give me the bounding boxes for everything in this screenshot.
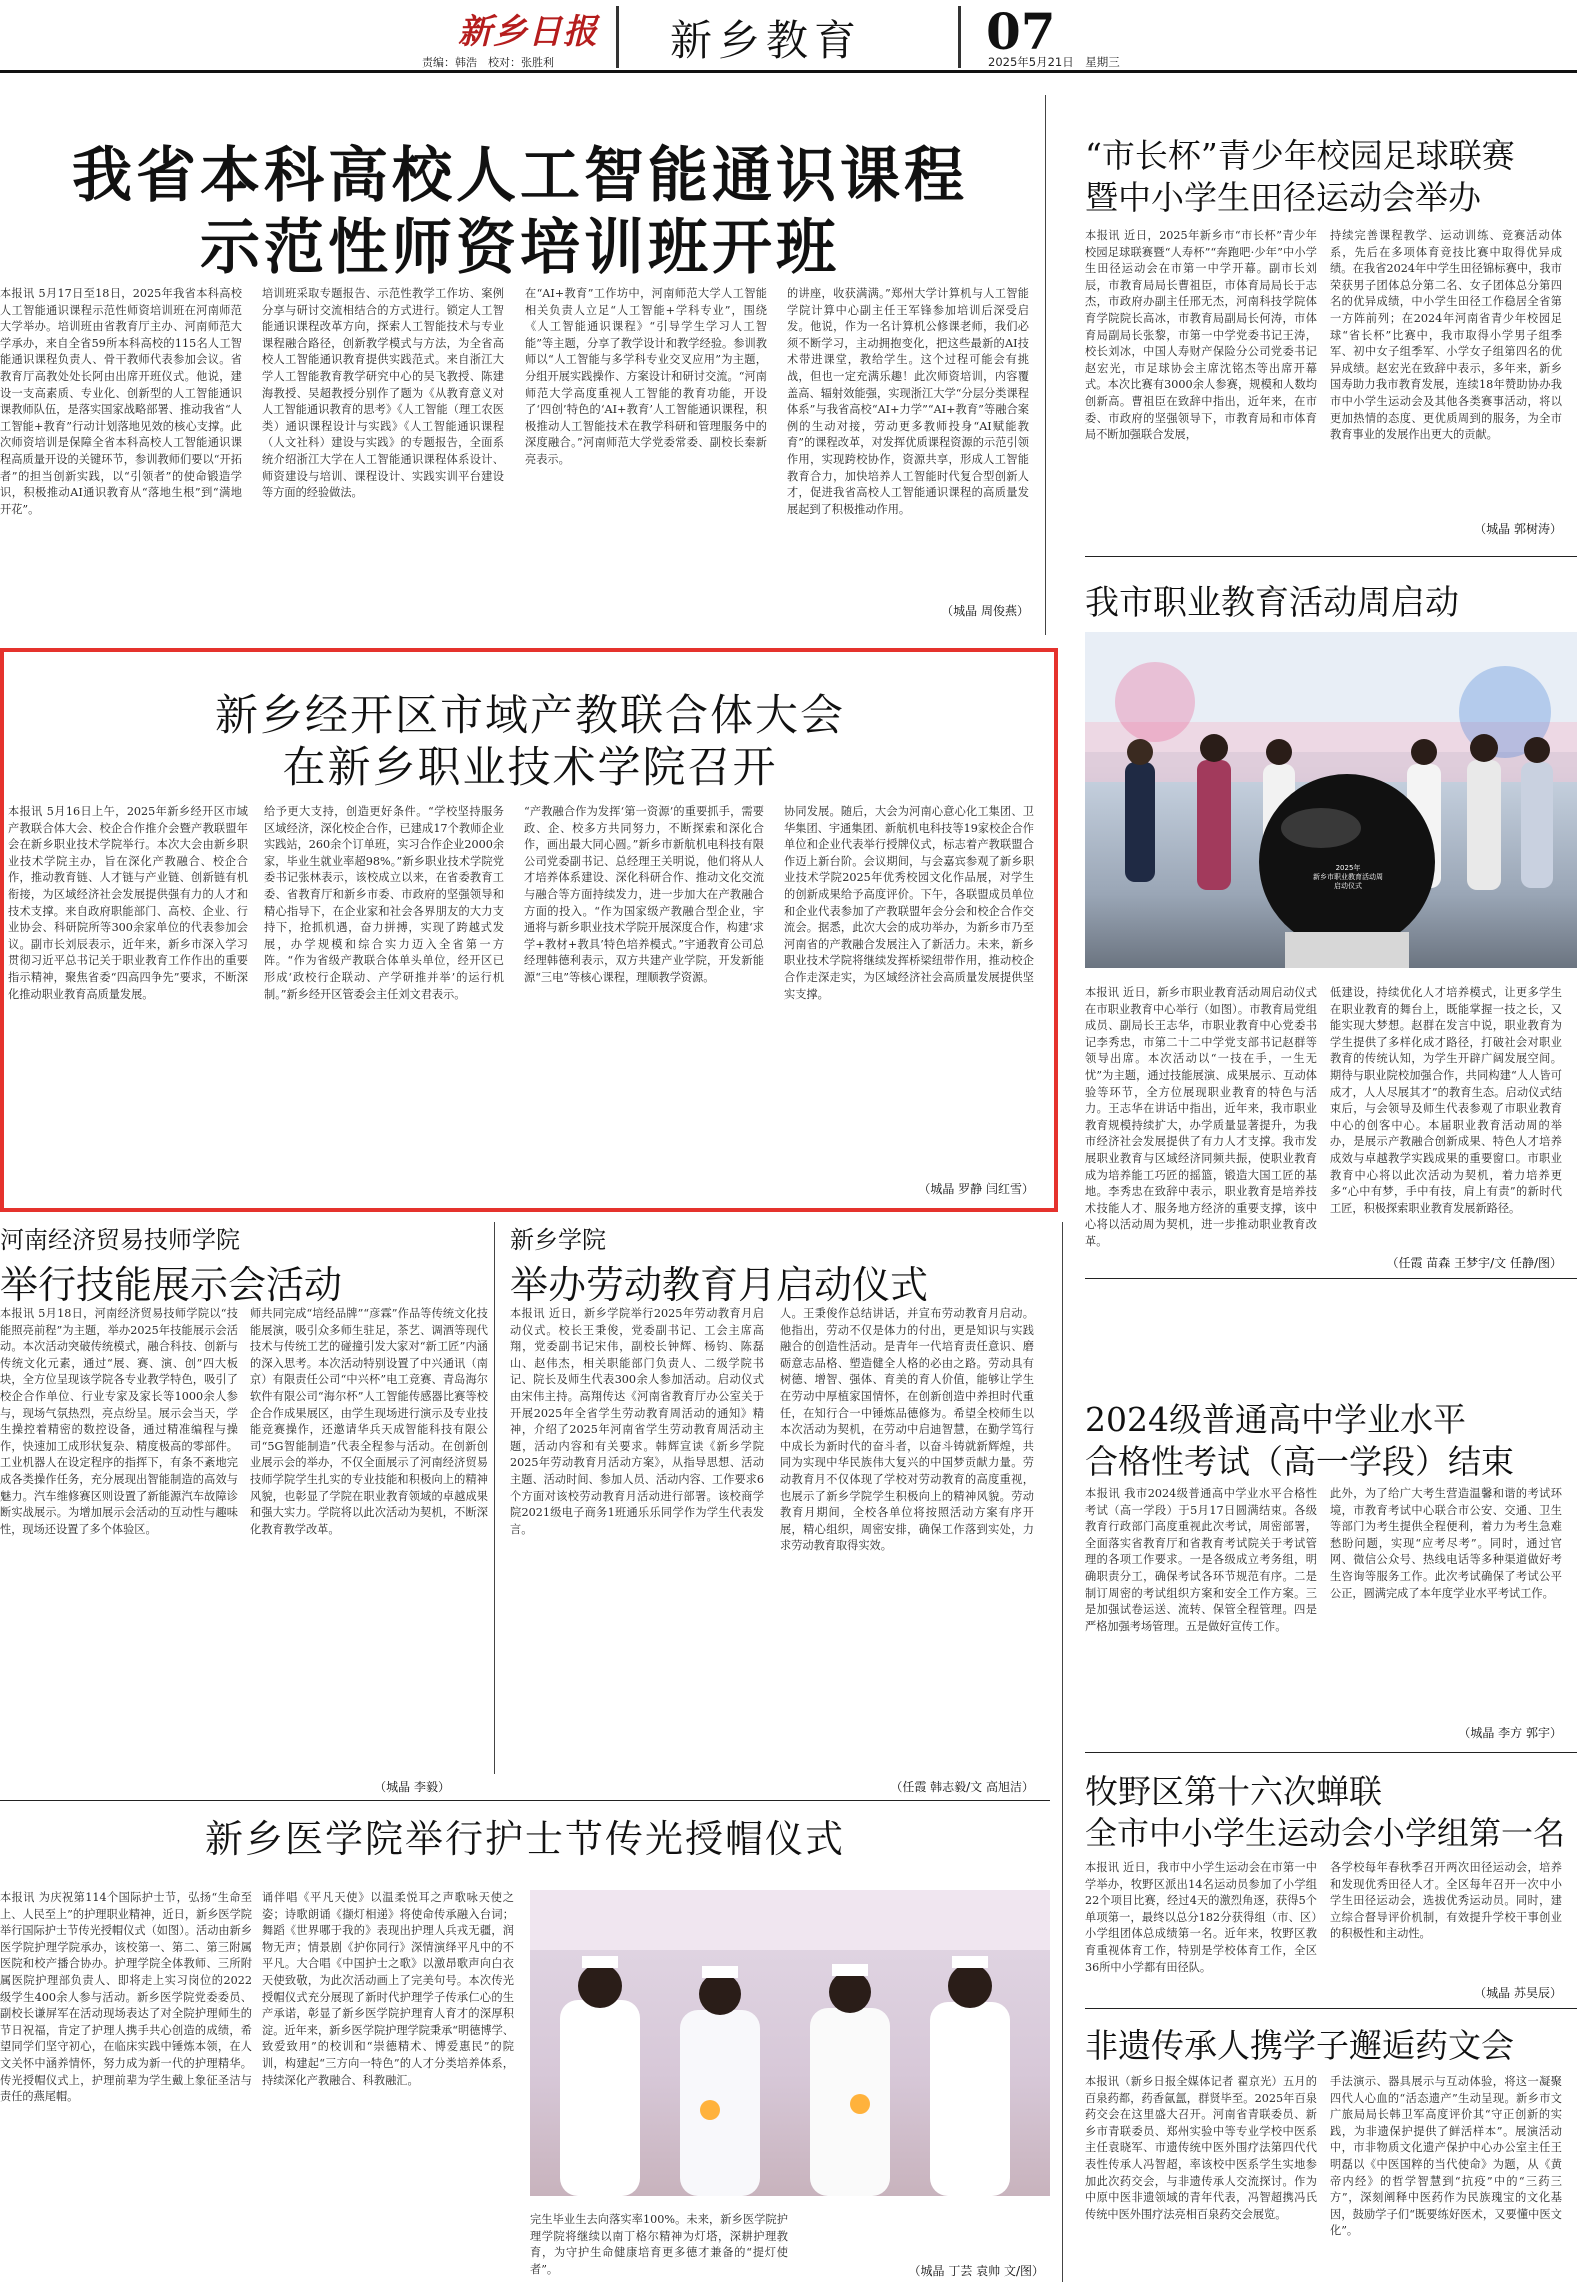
staff-credits: 责编：韩浩 校对：张胜利 [422,56,554,69]
a5-kicker: 河南经济贸易技师学院 [0,1226,240,1254]
a2-byline: （城晶 郭树涛） [1474,522,1562,536]
a6-column-2: 人。王秉俊作总结讲话，并宣布劳动教育月启动。他指出，劳动不仅是体力的付出，更是知识与实践融合的创造性活动。是青年一代培育责任意识、磨砺意志品格、塑造健全人格的必由之路。劳动具有树德、增智、强体、育美的育人价值，能够让学生在劳动中厚植家国情怀，在创新创造中养担时代重任，在知行合一中锤炼品德修为。希望全校师生以本次活动为契机，在劳动中启迪智慧，在勤学笃行中成长为新时代的奋斗者，以奋斗铸就新辉煌，共同为实现中华民族伟大复兴的中国梦贡献力量。劳动教育月不仅体现了学校对劳动教育的高度重视，也展示了新乡学院学生积极向上的精神风貌。劳动教育月期间，全校各单位将按照活动方案有序开展，精心组织，周密安排，确保工作落到实处，力求劳动教育取得实效。 [780,1307,1034,1553]
a5-headline: 举行技能展示会活动 [0,1263,343,1307]
masthead-divider-right [958,6,961,68]
a3-column-4: 协同发展。随后，大会为河南心意心化工集团、卫华集团、宇通集团、新航机电科技等19家校企合作单位和企业代表举行授牌仪式，标志着产教联盟合作迈上新台阶。会议期间，与会嘉宾参观了新乡职业技术学院2025年优秀校园文化作品展，对学生的创新成果给予高度评价。下午，各联盟成员单位和企业代表参加了产教联盟年会分会和校企合作交流会。据悉，此次大会的成功举办，为新乡市乃至河南省的产教融合发展注入了新活力。未来，新乡职业技术学院将继续发挥桥梁纽带作用，推动校企合作走深走实，为区域经济社会高质量发展提供坚实支撑。 [784,805,1034,1001]
a9-headline: 新乡医学院举行护士节传光授帽仪式 [204,1817,845,1861]
a9-column-2: 诵伴唱《平凡天使》以温柔悦耳之声歌咏天使之姿；诗歌朗诵《撷灯相递》将使命传承融入台词；舞蹈《世界哪于我的》表现出护理人兵戎无疆，润物无声；情景剧《护你同行》深情演绎平凡中的不平凡。大合唱《中国护士之歌》以激昂歌声向白衣天使致敬，为此次活动画上了完美句号。本次传光授帽仪式充分展现了新时代护理学子传承仁心的生产承诺，彰显了新乡医学院护理育人育才的深厚积淀。近年来，新乡医学院护理学院秉承“明德博学、致爱致用”的校训和“崇德精术、博爱惠民”的院训，构建起“三方向一特色”的人才分类培养体系，持续深化产教融合、科教融汇。 [262,1891,514,2087]
a9-column-1: 本报讯 为庆祝第114个国际护士节，弘扬“生命至上、人民至上”的护理职业精神，近日，新乡医学院举行国际护士节传光授帽仪式（如图）。活动由新乡医学院护理学院承办，该校第一、第二、第三附属医院和校产播合协办。护理学院全体教师、三所附属医院护理部负责人、即将走上实习岗位的2022级学生400余人参与活动。新乡医学院党委委员、副校长谦屏军在活动现场表达了对全院护理师生的节日祝福，肯定了护理人携手共心创造的成绩，希望同学们坚守初心，在临床实践中锤炼本领，在人文关怀中涵养情怀，努力成为新一代的护理精华。传光授帽仪式上，护理前辈为学生戴上象征圣洁与责任的燕尾帽。 [0,1891,252,2104]
a10-column-2: 手法演示、器具展示与互动体验，将这一凝聚四代人心血的“活态遗产”生动呈现。新乡市文广旅局局长韩卫军高度评价其“守正创新的实践，为非遗保护提供了鲜活样本”。展演活动中，市非物质文化遗产保护中心办公室主任王明磊以《中医国粹的当代使命》为题，从《黄帝内经》的哲学智慧到“抗疫”中的“三药三方”，深刻阐释中医药作为民族瑰宝的文化基因，鼓励学子们“既要练好医术，又要懂中医文化”。 [1330,2075,1562,2238]
a5-byline: （城晶 李毅） [374,1780,450,1794]
a9-top-rule [0,1800,1050,1801]
a8-column-1: 本报讯 近日，我市中小学生运动会在市第一中学举办，牧野区派出14名运动员参加了小学组22个项目比赛，经过4天的激烈角逐，获得5个单项第一，最终以总分182分获得组（市、区）小学组团体总成绩第一名。近年来，牧野区教育重视体育工作，特别是学校体育工作，全区36所中小学都有田径队。 [1085,1861,1317,1974]
a1-column-3: 在“AI+教育”工作坊中，河南师范大学人工智能相关负责人立足“人工智能+学科专业”，围绕《人工智能通识课程》“引导学生学习人工智能”等主题，分享了教学设计和教学经验。参训教师以“人工智能与多学科专业交叉应用”为主题，分组开展实践操作、方案设计和研讨交流。“河南师范大学高度重视人工智能的教育功能，开设了‘四创’特色的‘AI+教育’人工智能通识课程，积极推动人工智能技术在教学科研和管理服务中的深度融合。”河南师范大学党委常委、副校长秦新亮表示。 [525,287,767,466]
a8-column-2: 各学校每年春秋季召开两次田径运动会，培养和发现优秀田径人才。全区每年召开一次中小学生田径运动会，选拔优秀运动员。同时，建立综合督导评价机制，有效提升学校干事创业的积极性和主动性。 [1330,1861,1562,1941]
a4-photo-banner: 2025年 新乡市职业教育活动周 启动仪式 [1313,864,1383,890]
a4-column-2: 低建设，持续优化人才培养模式，让更多学生在职业教育的舞台上，既能掌握一技之长，又能实现大梦想。赵群在发言中说，职业教育为学生提供了多样化成才路径，打破社会对职业教育的传统认知，为学生开辟广阔发展空间。期待与职业院校加强合作，共同构建“人人皆可成才，人人尽展其才”的教育生态。启动仪式结束后，与会领导及师生代表参观了市职业教育中心的创客中心。本届职业教育活动周的举办，是展示产教融合创新成果、特色人才培养成效与卓越教学实践成果的重要窗口。市职业教育中心将以此次活动为契机，着力培养更多“心中有梦，手中有技，肩上有责”的新时代工匠，积极探索职业教育发展新路径。 [1330,986,1562,1215]
a6-headline: 举办劳动教育月启动仪式 [510,1263,929,1307]
a4-headline: 我市职业教育活动周启动 [1085,583,1459,623]
section-title: 新乡教育 [670,16,863,65]
a8-bottom-rule [1085,2008,1577,2009]
a7-headline-line2: 合格性考试（高一学段）结束 [1085,1442,1514,1481]
a6-byline: （任霞 韩志毅/文 高旭洁） [890,1780,1034,1794]
a3-headline-line2: 在新乡职业技术学院召开 [282,743,778,793]
a3-headline-line1: 新乡经开区市域产教联合体大会 [215,691,845,741]
a7-bottom-rule [1085,1752,1577,1753]
page-number: 07 [986,2,1056,61]
masthead-rule [0,70,1577,73]
a2-bottom-rule [1085,556,1577,557]
a2-column-1: 本报讯 近日，2025年新乡市“市长杯”青少年校园足球联赛暨“人寿杯”“奔跑吧·少年”中小学生田径运动会在市第一中学开幕。副市长刘辰，市教育局局长曹祖臣，市体育局局长于志杰，市政府办副主任邢无杰，河南科技学院体育学院院长高冰，市教育局副局长何涛，市体育局副局长张黎，市第一中学党委书记王涛，校长刘冰，中国人寿财产保险分公司党委书记赵宏光，市足球协会主席沈铭杰等出席开幕式。本次比赛有3000余人参赛，规模和人数均创新高。曹祖臣在致辞中指出，近年来，在市委、市政府的坚强领导下，市教育局和市体育局不断加强联合发展， [1085,229,1317,442]
a7-column-1: 本报讯 我市2024级普通高中学业水平合格性考试（高一学段）于5月17日圆满结束。各级教育行政部门高度重视此次考试，周密部署，全面落实省教育厅和省教育考试院关于考试管理的各项工作要求。一是各级成立考务组，明确职责分工，确保考试各环节规范有序。二是制订周密的考试组织方案和安全工作方案。三是加强试卷运送、流转、保管全程管理。四是严格加强考场管理。五是做好宣传工作。 [1085,1487,1317,1633]
a4-photo [1085,632,1577,968]
a4-byline: （任霞 苗森 王梦宇/文 任静/图） [1386,1256,1562,1270]
a8-headline-line1: 牧野区第十六次蝉联 [1085,1772,1382,1811]
a5-a6-divider [494,1222,495,1774]
right-column-divider-bottom [1062,1222,1063,2282]
a9-photo [530,1890,1050,2196]
a6-column-1: 本报讯 近日，新乡学院举行2025年劳动教育月启动仪式。校长王秉俊，党委副书记、工会主席高翔，党委副书记宋伟，副校长钟辉、杨钧、陈磊山、赵伟杰，相关职能部门负责人、二级学院书记、院长及师生代表300余人参加活动。启动仪式由宋伟主持。高翔传达《河南省教育厅办公室关于开展2025年全省学生劳动教育周活动的通知》精神，介绍了2025年河南省学生劳动教育周活动主题，活动内容和有关要求。韩辉宣读《新乡学院2025年劳动教育月活动方案》，从指导思想、活动主题、活动时间、参加人员、活动内容、工作要求6个方面对该校劳动教育月活动进行部署。该校商学院2021级电子商务1班通乐乐同学作为学生代表发言。 [510,1307,764,1536]
issue-date: 2025年5月21日 星期三 [988,55,1120,69]
a7-column-2: 此外，为了给广大考生营造温馨和谐的考试环境，市教育考试中心联合市公安、交通、卫生等部门为考生提供全程便利，着力为考生急难愁盼问题，实现“应考尽考”。同时，通过官网、微信公众号、热线电话等多种渠道做好考生咨询等服务工作。此次考试确保了考试公平公正，圆满完成了本年度学业水平考试工作。 [1330,1487,1562,1600]
a5-column-1: 本报讯 5月18日，河南经济贸易技师学院以“技能照亮前程”为主题，举办2025年技能展示会活动。本次活动突破传统模式，融合科技、创新与传统文化元素，通过“展、赛、演、创”四大板块，全方位呈现该学院各专业教学特色，吸引了校企合作单位、行业专家及家长等1000余人参与，现场气氛热烈，亮点纷呈。展示会当天，学生操控着精密的数控设备，通过精准编程与操作，快速加工成形状复杂、精度极高的零部件。工业机器人在设定程序的指挥下，有条不紊地完成各类操作任务，充分展现出智能制造的高效与魅力。汽车维修赛区则设置了新能源汽车故障诊断实战展示。为增加展示会活动的互动性与趣味性，现场还设置了多个体验区。 [0,1307,238,1536]
a7-headline-line1: 2024级普通高中学业水平 [1085,1400,1466,1439]
a1-column-1: 本报讯 5月17日至18日，2025年我省本科高校人工智能通识课程示范性师资培训班在河南师范大学举办。培训班由省教育厅主办、河南师范大学承办，来自全省59所本科高校的115名人工智能通识课程负责人、骨干教师代表参加会议。省教育厅高教处处长阿由出席开班仪式。他说，建设一支高素质、专业化、创新型的人工智能通识课教师队伍，是落实国家战略部署、推动我省“人工智能+教育”行动计划落地见效的核心支撑。此次师资培训是保障全省本科高校人工智能通识课程高质量开设的关键环节，参训教师们要以“开拓者”的担当创新实践，以“引领者”的使命锻造学识，积极推动AI通识教育从“落地生根”到“满地开花”。 [0,287,242,516]
a10-column-1: 本报讯（新乡日报全媒体记者 翟京光）五月的百泉药都，药香氤氲，群贤毕至。2025年百泉药交会在这里盛大召开。河南省青联委员、新乡市青联委员、郑州实验中等专业学校中医系主任袁晓军、市遗传统中医外围疗法第四代代表性传承人冯智超，率该校中医系学生实地参加此次药交会，与非遗传承人交流探讨。作为中原中医非遗领域的青年代表，冯智超携冯氏传统中医外围疗法亮相百泉药交会展览。 [1085,2075,1317,2221]
a10-headline: 非遗传承人携学子邂逅药文会 [1085,2026,1514,2065]
a1-byline: （城晶 周俊燕） [941,604,1029,618]
a3-column-2: 给予更大支持，创造更好条件。“学校坚持服务区域经济，深化校企合作，已建成17个教师企业实践站，260余个订单班，实习合作企业2000余家，毕业生就业率超98%。”新乡职业技术学院党委书记张林表示，该校成立以来，在省委教育工委、省教育厅和新乡市委、市政府的坚强领导和精心指导下，在企业家和社会各界朋友的大力支持下，抢抓机遇，奋力拼搏，实现了跨越式发展，办学规模和综合实力迈入全省第一方阵。“作为省级产教联合体单头单位，经开区已形成‘政校行企联动、产学研推并举’的运行机制。”新乡经开区管委会主任刘文君表示。 [264,805,504,1001]
a2-headline-line2: 暨中小学生田径运动会举办 [1085,178,1481,217]
a1-column-4: 的讲座，收获满满。”郑州大学计算机与人工智能学院计算中心副主任王军锋参加培训后深受启发。他说，作为一名计算机公修课老师，我们必须不断学习，主动拥抱变化，把这些最新的AI技术带进课堂，教给学生。这个过程可能会有挑战，但也一定充满乐趣！此次师资培训，内容覆盖高、辐射效能强，实现浙江大学“分层分类课程体系”与我省高校“AI+力学”“AI+教育”等融合案例的生动对接，劳动更多教师投身“AI赋能教育”的课程改革，对发挥优质课程资源的示范引领作用，实现跨校协作，资源共享，形成人工智能教育合力，加快培养人工智能时代复合型创新人才，促进我省高校人工智能通识课程的高质量发展起到了积极推动作用。 [787,287,1029,516]
a9-column-3: 完生毕业生去向落实率100%。未来，新乡医学院护理学院将继续以南丁格尔精神为灯塔，深耕护理教育，为守护生命健康培育更多德才兼备的“提灯使者”。 [530,2213,788,2276]
a3-byline: （城晶 罗静 闫红雪） [918,1182,1034,1196]
a4-column-1: 本报讯 近日，新乡市职业教育活动周启动仪式在市职业教育中心举行（如图）。市教育局党组成员、副局长王志华，市职业教育中心党委书记李秀忠，市第二十二中学党支部书记赵群等领导出席。本次活动以“一技在手，一生无忧”为主题，通过技能展演、成果展示、互动体验等环节，全方位展现职业教育的特色与活力。王志华在讲话中指出，近年来，我市职业教育规模持续扩大，办学质量显著提升，为我市经济社会发展提供了有力人才支撑。我市发展职业教育与区域经济同频共振，使职业教育成为培养能工巧匠的摇篮，锻造大国工匠的基地。李秀忠在致辞中表示，职业教育是培养技术技能人才、服务地方经济的重要支撑，该中心将以活动周为契机，进一步推动职业教育改革。 [1085,986,1317,1248]
a6-kicker: 新乡学院 [510,1226,606,1254]
a4-bottom-rule [1085,1278,1577,1279]
newspaper-logo: 新乡日报 [458,12,598,52]
a2-column-2: 持续完善课程教学、运动训练、竞赛活动体系，先后在多项体育竞技比赛中取得优异成绩。在我省2024年中学生田径锦标赛中，我市荣获男子团体总分第二名、女子团体总分第四名的优异成绩，中小学生田径工作稳居全省第一方阵前列；在2024年河南省青少年校园足球“省长杯”比赛中，我市取得小学男子组季军、初中女子组季军、小学女子组第四名的优异成绩。赵宏光在致辞中表示，多年来，新乡国寿助力我市教育发展，连续18年赞助协办我市中小学生运动会及其他各类赛事活动，将以更加热情的态度、更优质周到的服务，为全市教育事业的发展作出更大的贡献。 [1330,229,1562,442]
masthead-divider-left [616,6,619,68]
a1-headline-line2: 示范性师资培训班开班 [200,213,840,283]
a5-column-2: 师共同完成“培经品牌”“彦霖”作品等传统文化技能展演，吸引众多师生驻足，茶艺、调酒等现代技术与传统工艺的碰撞引发大家对“新工匠”内涵的深入思考。本次活动特别设置了中兴通讯（南京）有限责任公司“中兴杯”电工竞赛、青岛海尔软件有限公司“海尔杯”人工智能传感器比赛等校企合作成果展区，由学生现场进行演示及专业技能竞赛操作，还邀请华兵天成智能科技有限公司“5G智能制造”代表全程参与活动。在创新创业展示会的举办，不仅全面展示了河南经济贸易技师学院学生扎实的专业技能和积极向上的精神风貌，也彰显了学院在职业教育领域的卓越成果和强大实力。学院将以此次活动为契机，不断深化教育教学改革。 [250,1307,488,1536]
right-column-divider-top [1045,95,1046,635]
a8-headline-line2: 全市中小学生运动会小学组第一名 [1085,1814,1566,1852]
a1-column-2: 培训班采取专题报告、示范性教学工作坊、案例分享与研讨交流相结合的方式进行。锁定人工智能通识课程改革方向，探索人工智能技术与专业课程融合路径，创新教学模式与方法，为全省高校人工智能通识教育提供实践范式。来自浙江大学人工智能教育教学研究中心的吴飞教授、陈建海教授、吴超教授分别作了题为《从教育意义对人工智能通识教育的思考》《人工智能（理工农医类）通识课程设计与实践》《人工智能通识课程（人文社科）建设与实践》的专题报告，全面系统介绍浙江大学在人工智能通识课程体系设计、师资建设与培训、课程设计、实践实训平台建设等方面的经验做法。 [262,287,504,500]
a9-byline: （城晶 丁芸 袁帅 文/图） [908,2264,1044,2278]
a8-byline: （城晶 苏昊辰） [1474,1986,1562,2000]
a2-headline-line1: “市长杯”青少年校园足球联赛 [1085,136,1515,175]
a7-byline: （城晶 李方 郭宇） [1458,1726,1562,1740]
a3-column-1: 本报讯 5月16日上午，2025年新乡经开区市域产教联合体大会、校企合作推介会暨产教联盟年会在新乡职业技术学院举行。本次大会由新乡职业技术学院主办，旨在深化产教融合、校企合作，推动教育链、人才链与产业链、创新链有机衔接，为区域经济社会发展提供强有力的人才和技术支撑。来自政府职能部门、高校、企业、行业协会、科研院所等300余家单位的代表参加会议。副市长刘辰表示，近年来，新乡市深入学习贯彻习近平总书记关于职业教育工作作出的重要指示精神，聚焦省委“四高四争先”要求，不断深化推动职业教育高质量发展。 [8,805,248,1001]
a1-headline-line1: 我省本科高校人工智能通识课程 [72,141,968,211]
a3-column-3: “产教融合作为发挥‘第一资源’的重要抓手，需要政、企、校多方共同努力，不断探索和深化合作，画出最大同心圆。”新乡市新航机电科技有限公司党委副书记、总经理王关明说，他们将从人才培养体系建设、深化科研合作、推动文化交流与融合等方面持续发力，进一步加大在产教融合方面的投入。“作为国家级产教融合型企业，宇通将与新乡职业技术学院开展深度合作，构建‘求学+教材+教具’特色培养模式。”宇通教育公司总经理韩德利表示，双方共建产业学院，开发新能源“三电”等核心课程，理顺教学资源。 [524,805,764,984]
